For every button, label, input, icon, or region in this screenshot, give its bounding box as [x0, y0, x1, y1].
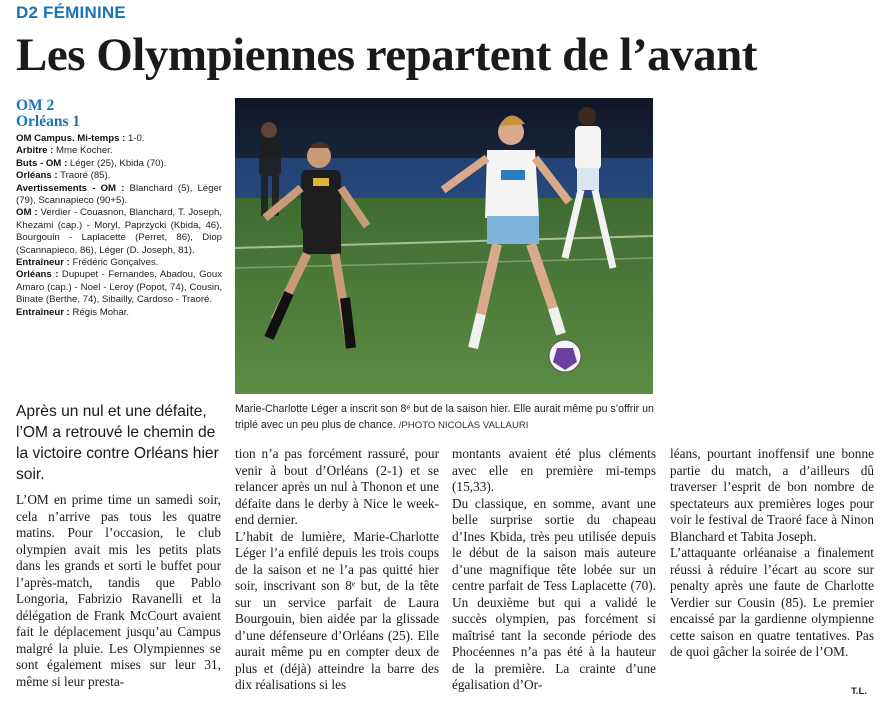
fact-coach-om: Entraîneur : Frédéric Gonçalves.	[16, 257, 159, 269]
caption-text: Marie-Charlotte Léger a inscrit son 8ᵉ but de la saison hier. Elle aurait même pu s’offrir un triplé avec un peu plus de chance.	[235, 403, 654, 431]
article-column-1: L’OM en prime time un samedi soir, cela n’arrive pas tous les quatre matins. Pour l’occasion, le club olympien avait mis les petits plats dans les grands et sorti le buffet pour l’après-match, tandis que Pablo Longoria, Fabrizio Ravanelli et la délégation de Frank McCourt avaient fait le déplacement jusqu’au Campus malgré la pluie. Les Olympiennes se sont également mises sur leur 31, même si leur presta-	[16, 492, 221, 689]
fact-cards: Avertissements - OM : Blanchard (5), Léger (79), Scannapieco (90+5).	[16, 182, 222, 207]
article-column-4: léans, pourtant inoffensif une bonne partie du match, a d’ailleurs dû traverser l’esprit de bon nombre de spectateurs aux premières loges pour voir le festival de Traoré face à Ninon Blanchard et Tabita Joseph. L’attaquante orléanaise a finalement réussi à réduire l’écart au score sur penalty après une faute de Charlotte Verdier sur Cousin (85). Le premier encaissé par la gardienne olympienne cette saison en quatre tentatives. Pas de quoi gâcher la soirée de l’OM.	[670, 446, 874, 659]
article-headline: Les Olympiennes repartent de l’avant	[16, 29, 757, 81]
author-signature: T.L.	[851, 686, 867, 697]
football-ball	[549, 340, 581, 372]
fact-referee: Arbitre : Mme Kocher.	[16, 145, 113, 157]
fact-goals-om: Buts - OM : Léger (25), Kbida (70).	[16, 157, 167, 169]
fact-coach-orleans: Entraîneur : Régis Mohar.	[16, 306, 130, 318]
football-photo-illustration	[235, 98, 653, 394]
fact-lineup-orleans: Orléans : Dupupet - Fernandes, Abadou, Goux Amaro (cap.) - Noel - Leroy (Popot, 74), Cousin, Binate (Berthe, 74), Sibailly, Cardoso - Traoré.	[16, 269, 223, 306]
article-lead: Après un nul et une défaite, l’OM a retrouvé le chemin de la victoire contre Orléans hier soir.	[16, 403, 219, 483]
photo-caption	[235, 401, 655, 434]
fact-goals-orleans: Orléans : Traoré (85).	[16, 170, 111, 182]
home-score: OM 2	[16, 97, 55, 114]
photo-credit: /PHOTO NICOLAS VALLAURI	[398, 420, 529, 431]
match-facts	[16, 133, 222, 319]
match-photo	[235, 98, 653, 394]
fact-lineup-om: OM : Verdier - Couasnon, Blanchard, T. Joseph, Khezami (cap.) - Moryl, Paprzycki (Kbida, 46), Bourgouin - Laplacette (Perret, 86), Diop (Scannapieco, 86), Léger (D. Joseph, 81).	[16, 207, 222, 256]
match-factsheet	[16, 98, 222, 319]
article-column-3: montants avaient été plus cléments avec elle en première mi-temps (15,33). Du classique, en somme, avant une belle surprise sortie du chapeau d’Ines Kbida, très peu utilisée depuis le début de la saison mais auteure d’une magnifique tête lobée sur un centre parfait de Tess Laplacette (70). Un deuxième but qui a validé le succès olympien, pas forcément si maîtrisé tant la seconde période des Phocéennes n’a pas été à la hauteur de la première. La crainte d’une égalisation d’Or-	[452, 446, 656, 692]
article-column-2: tion n’a pas forcément rassuré, pour venir à bout d’Orléans (2-1) et se relancer après un nul à Thonon et une défaite dans le derby à Nice le week-end dernier. L’habit de lumière, Marie-Charlotte Léger l’a enfilé depuis les trois coups de la saison et ne l’a pas quitté hier soir, inscrivant son 8ᵉ but, de la tête sur un service parfait de Laura Bourgouin, bien aidée par la glissade d’une défenseure d’Orléans (25). Elle aurait même pu en compter deux de plus et (déjà) atteindre la barre des dix réalisations si les	[235, 446, 439, 692]
away-score: Orléans 1	[16, 113, 81, 130]
section-kicker: D2 FÉMININE	[16, 3, 126, 22]
fact-venue: OM Campus. Mi-temps : 1-0.	[16, 133, 145, 144]
